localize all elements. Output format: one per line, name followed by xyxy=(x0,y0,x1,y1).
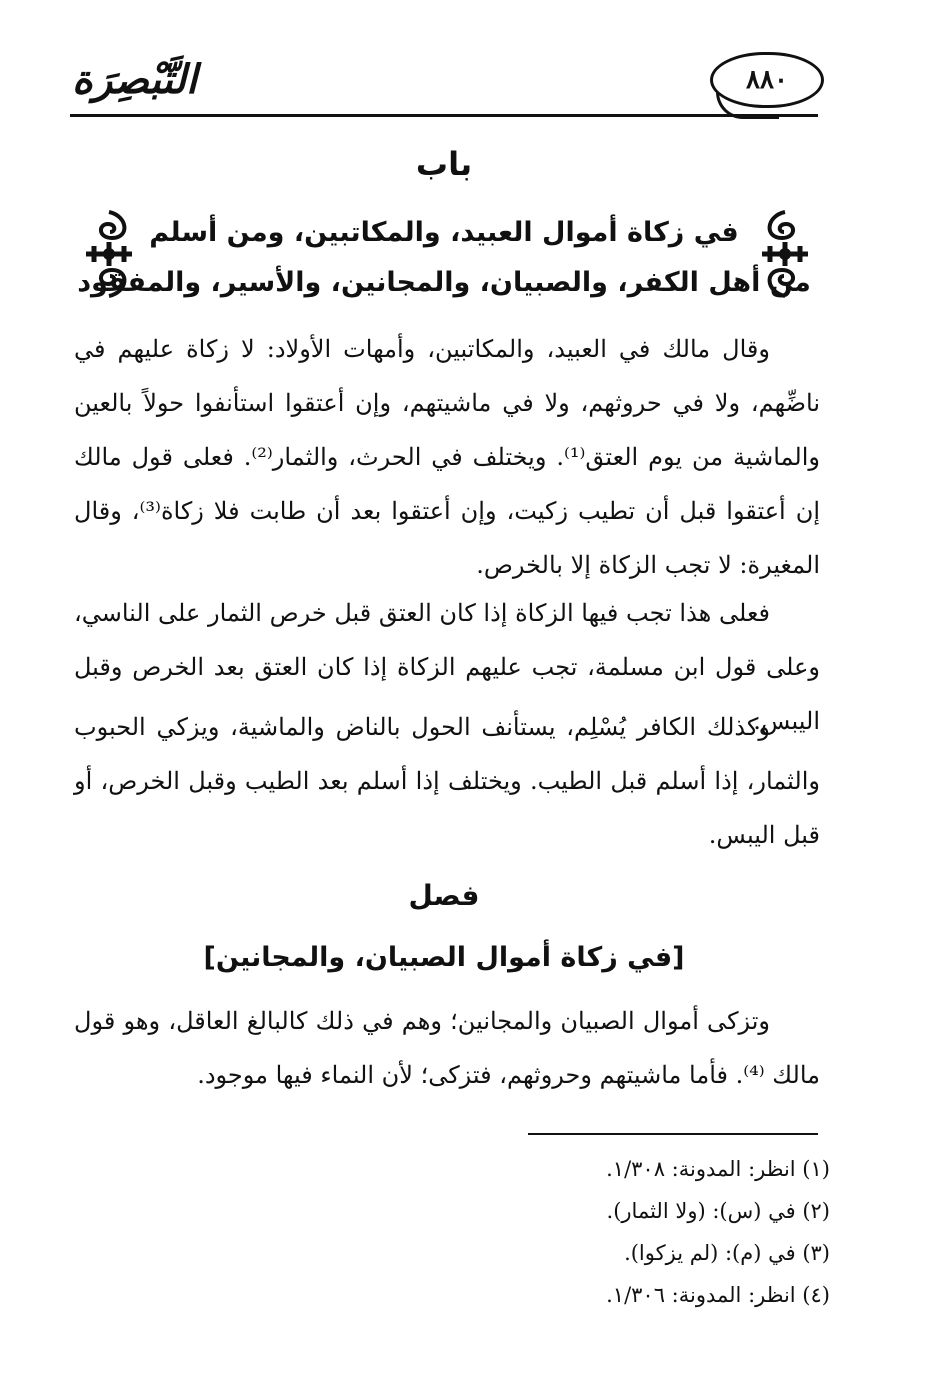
page-number: ٨٨٠ xyxy=(710,52,824,108)
footnote-3: (٣) في (م): (لم يزكوا). xyxy=(624,1241,830,1265)
section-heading: فصل xyxy=(408,879,480,912)
paragraph-3: وكذلك الكافر يُسْلِم، يستأنف الحول بالناض والماشية، ويزكي الحبوب والثمار، إذا أسلم قبل الطيب. ويختلف إذا أسلم بعد الطيب وقبل الخرص، أو قبل اليبس. xyxy=(74,713,820,849)
paragraph-2: فعلى هذا تجب فيها الزكاة إذا كان العتق قبل خرص الثمار على الناسي، وعلى قول ابن مسلمة، تجب عليهم الزكاة إذا كان العتق بعد الخرص وقبل اليبس. xyxy=(74,599,820,735)
paragraph-1: وقال مالك في العبيد، والمكاتبين، وأمهات الأولاد: لا زكاة عليهم في ناضِّهم، ولا في حروثهم، ولا في ماشيتهم، وإن أعتقوا استأنفوا حولاً بالعين والماشية من يوم العتق⁽¹⁾. ويختلف في الحرث، والثمار⁽²⁾. فعلى قول مالك إن أعتقوا قبل أن تطيب زكيت، وإن أعتقوا بعد أن طابت فلا زكاة⁽³⁾، وقال المغيرة: لا تجب الزكاة إلا بالخرص. xyxy=(74,335,820,579)
footnote-1: (١) انظر: المدونة: ١/٣٠٨. xyxy=(606,1157,830,1181)
chapter-title-line-2: من أهل الكفر، والصبيان، والمجانين، والأسير، والمفقود xyxy=(77,267,811,298)
footnote-2: (٢) في (س): (ولا الثمار). xyxy=(606,1199,830,1223)
footnote-4: (٤) انظر: المدونة: ١/٣٠٦. xyxy=(606,1283,830,1307)
running-title: التَّبْصِرَة xyxy=(72,56,198,103)
section-title: [في زكاة أموال الصبيان، والمجانين] xyxy=(203,942,685,973)
footnotes xyxy=(400,1148,830,1316)
footnote-separator xyxy=(528,1133,818,1135)
chapter-title xyxy=(70,208,818,308)
chapter-heading: باب xyxy=(415,145,473,183)
chapter-title-line-1: في زكاة أموال العبيد، والمكاتبين، ومن أسلم xyxy=(149,217,739,248)
paragraph-4: وتزكى أموال الصبيان والمجانين؛ وهم في ذلك كالبالغ العاقل، وهو قول مالك ⁽⁴⁾. فأما ماشيتهم وحروثهم، فتزكى؛ لأن النماء فيها موجود. xyxy=(74,1007,820,1089)
header-rule xyxy=(70,114,818,117)
